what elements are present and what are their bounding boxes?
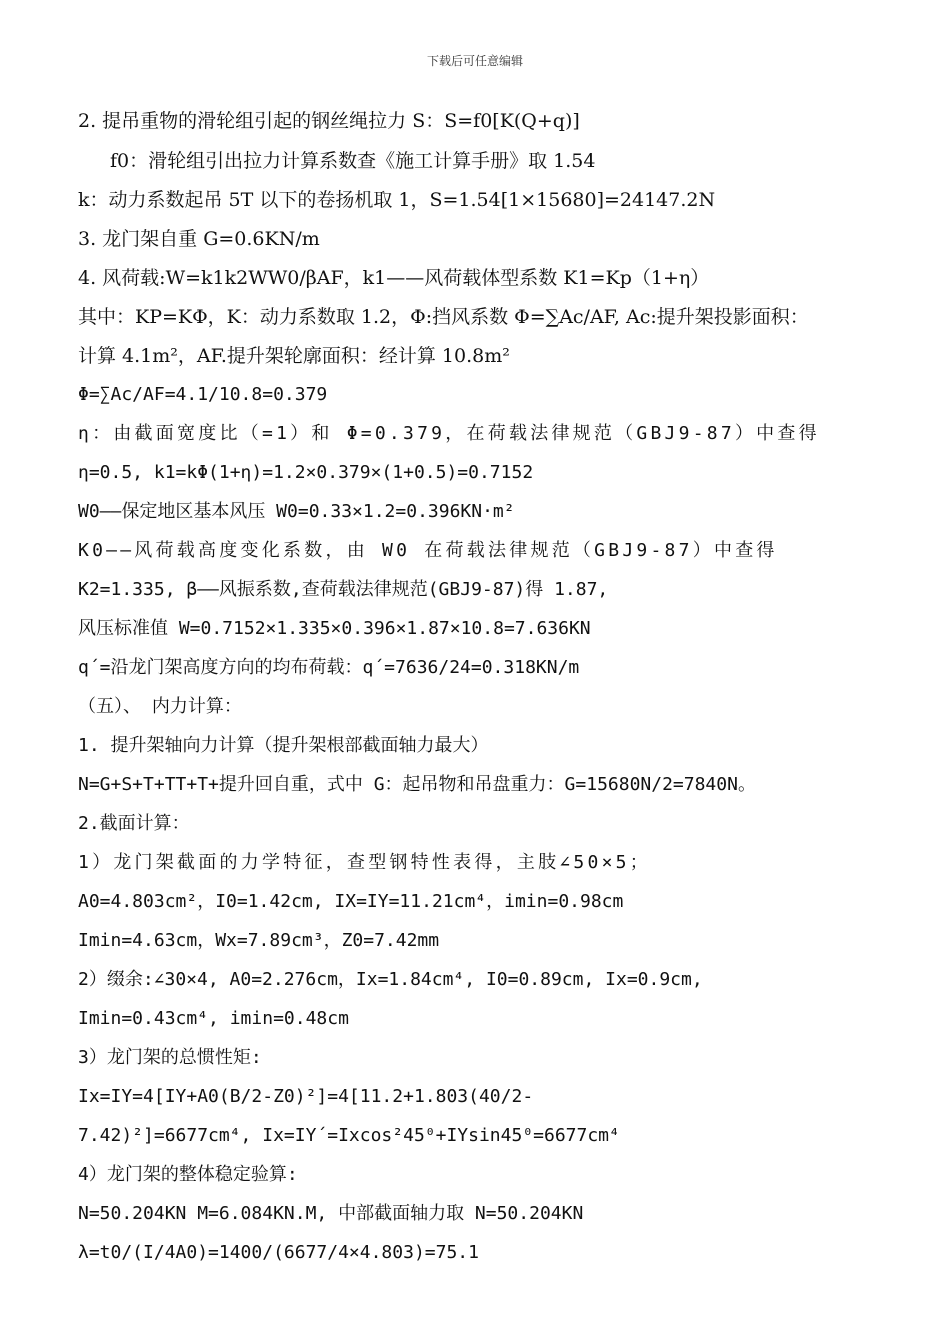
text-line: A0=4.803cm²，I0=1.42cm, IX=IY=11.21cm⁴，imin=0.98cm [78, 891, 624, 912]
text-line: K2=1.335, β——风振系数,查荷载法律规范(GBJ9-87)得 1.87, [78, 579, 609, 600]
text-line: Imin=4.63cm，Wx=7.89cm³，Z0=7.42mm [78, 930, 440, 951]
text-line: f0：滑轮组引出拉力计算系数查《施工计算手册》取 1.54 [110, 150, 596, 172]
text-line: 计算 4.1m²，AF.提升架轮廓面积：经计算 10.8m² [78, 345, 510, 367]
page-header: 下载后可任意编辑 [426, 54, 523, 68]
text-line: Ix=IY=4[IY+A0(B/2-Z0)²]=4[11.2+1.803(40/2- [78, 1086, 534, 1107]
text-line: q´=沿龙门架高度方向的均布荷载：q´=7636/24=0.318KN/m [78, 657, 580, 678]
text-line: 1）龙门架截面的力学特征，查型钢特性表得，主肢∠50×5； [78, 852, 651, 873]
text-line: 4）龙门架的整体稳定验算: [78, 1164, 298, 1185]
text-line: 4. 风荷载:W=k1k2WW0/βAF，k1——风荷载体型系数 K1=Kp（1+η） [78, 267, 710, 289]
text-line: η：由截面宽度比（=1）和 Φ=0.379，在荷载法律规范（GBJ9-87）中查得 [78, 423, 820, 444]
text-line: k：动力系数起吊 5T 以下的卷扬机取 1，S=1.54[1×15680]=24147.2N [78, 189, 716, 211]
text-line: N=G+S+T+TT+T+提升回自重，式中 G：起吊物和吊盘重力：G=15680N/2=7840N。 [78, 774, 756, 795]
text-line: 1. 提升架轴向力计算（提升架根部截面轴力最大） [78, 735, 489, 756]
text-line: 7.42)²]=6677cm⁴, Ix=IY´=Ixcos²45⁰+IYsin45⁰=6677cm⁴ [78, 1125, 620, 1146]
text-line: K0——风荷载高度变化系数，由 W0 在荷载法律规范（GBJ9-87）中查得 [78, 540, 778, 561]
text-line: W0——保定地区基本风压 W0=0.33×1.2=0.396KN·m² [78, 501, 515, 522]
text-line: 2.截面计算： [78, 813, 190, 834]
section-heading: （五）、 内力计算： [78, 696, 242, 717]
text-line: 3）龙门架的总惯性矩: [78, 1047, 262, 1068]
text-line: 2. 提吊重物的滑轮组引起的钢丝绳拉力 S：S=f0[K(Q+q)] [78, 110, 580, 132]
text-line: λ=t0/(I/4A0)=1400/(6677/4×4.803)=75.1 [78, 1242, 479, 1263]
text-line: 3. 龙门架自重 G=0.6KN/m [78, 228, 320, 250]
text-line: 2）缀余:∠30×4, A0=2.276cm，Ix=1.84cm⁴, I0=0.89cm, Ix=0.9cm, [78, 969, 703, 990]
text-line: Imin=0.43cm⁴, imin=0.48cm [78, 1008, 349, 1029]
text-line: N=50.204KN M=6.084KN.M, 中部截面轴力取 N=50.204KN [78, 1203, 584, 1224]
text-line: Φ=∑Ac/AF=4.1/10.8=0.379 [78, 384, 328, 405]
text-line: η=0.5, k1=kΦ(1+η)=1.2×0.379×(1+0.5)=0.7152 [78, 462, 534, 483]
text-line: 其中：KP=KΦ，K：动力系数取 1.2，Φ:挡风系数 Φ=∑Ac/AF, Ac:提升架投影面积： [78, 306, 809, 328]
text-line: 风压标准值 W=0.7152×1.335×0.396×1.87×10.8=7.636KN [78, 618, 591, 639]
